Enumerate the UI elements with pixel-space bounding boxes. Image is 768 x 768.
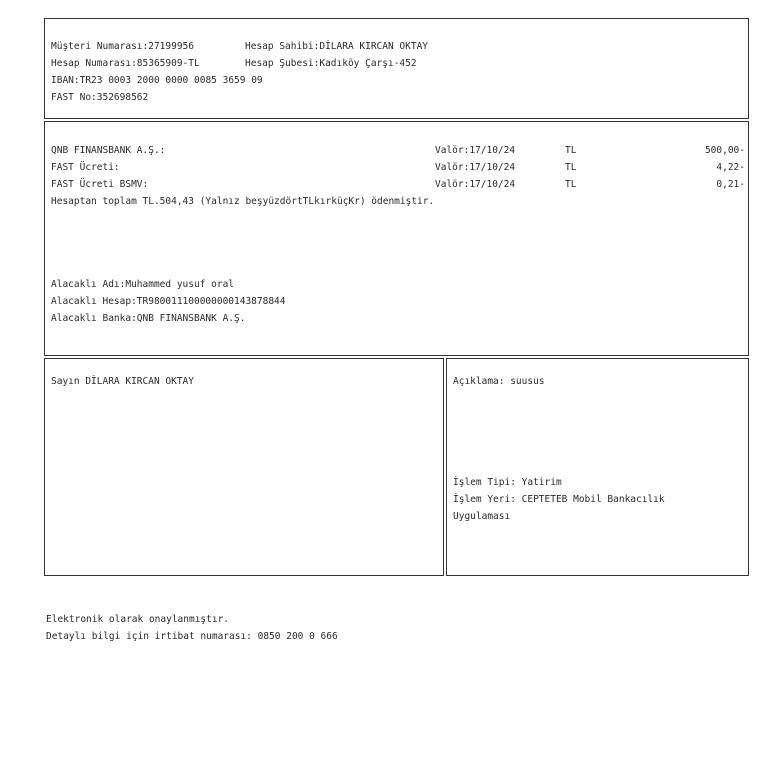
fast-number-line [51, 92, 148, 104]
footer-contact: Detaylı bilgi için irtibat numarası: 0850 200 0 666 [46, 631, 338, 642]
greeting-box [44, 358, 444, 576]
account-info-box [44, 18, 749, 119]
transaction-place: İşlem Yeri: CEPTETEB Mobil Bankacılık [453, 494, 665, 505]
account-number: 85365909-TL [136, 58, 200, 69]
fast-number: 352698562 [96, 92, 149, 103]
creditor-name: Alacaklı Adı:Muhammed yusuf oral [51, 279, 235, 290]
creditor-bank: Alacaklı Banka:QNB FINANSBANK A.Ş. [51, 313, 246, 324]
details-box [446, 358, 749, 576]
creditor-account: Alacaklı Hesap:TR980011100000000143878844 [51, 296, 286, 307]
customer-number: 27199956 [148, 41, 194, 52]
branch-line [245, 58, 417, 70]
transaction-row-currency: TL [565, 162, 577, 173]
transaction-type: İşlem Tipi: Yatirim [453, 477, 562, 488]
transaction-place-cont: Uygulaması [453, 511, 511, 522]
account-holder: DİLARA KIRCAN OKTAY [319, 41, 429, 52]
account-number-line [51, 58, 200, 70]
account-holder-line [245, 41, 428, 53]
branch-label: Hesap Şubesi: [245, 58, 320, 69]
transaction-row-valor: Valör:17/10/24 [435, 179, 516, 190]
transaction-row-desc: QNB FINANSBANK A.Ş.: [51, 145, 166, 156]
iban-label: IBAN: [51, 75, 80, 86]
transaction-row-amount: 0,21- [716, 179, 745, 190]
description: Açıklama: suusus [453, 376, 545, 387]
iban: TR23 0003 2000 0000 0085 3659 09 [79, 75, 263, 86]
transaction-row-desc: FAST Ücreti BSMV: [51, 179, 149, 190]
transaction-row-currency: TL [565, 179, 577, 190]
transaction-row-amount: 500,00- [704, 145, 745, 156]
transaction-row-desc: FAST Ücreti: [51, 162, 120, 173]
footer-approval: Elektronik olarak onaylanmıştır. [46, 614, 230, 625]
transaction-row-valor: Valör:17/10/24 [435, 145, 516, 156]
transaction-row-currency: TL [565, 145, 577, 156]
transaction-row-amount: 4,22- [716, 162, 745, 173]
branch: Kadıköy Çarşı-452 [319, 58, 417, 69]
transaction-row-valor: Valör:17/10/24 [435, 162, 516, 173]
account-holder-label: Hesap Sahibi: [245, 41, 320, 52]
greeting: Sayın DİLARA KIRCAN OKTAY [51, 376, 194, 387]
customer-number-label: Müşteri Numarası: [51, 41, 149, 52]
fast-number-label: FAST No: [51, 92, 97, 103]
transaction-box [44, 121, 749, 356]
customer-number-line [51, 41, 194, 53]
account-number-label: Hesap Numarası: [51, 58, 137, 69]
iban-line [51, 75, 263, 87]
total-line: Hesaptan toplam TL.504,43 (Yalnız beşyüzdörtTLkırküçKr) ödenmiştir. [51, 196, 435, 207]
